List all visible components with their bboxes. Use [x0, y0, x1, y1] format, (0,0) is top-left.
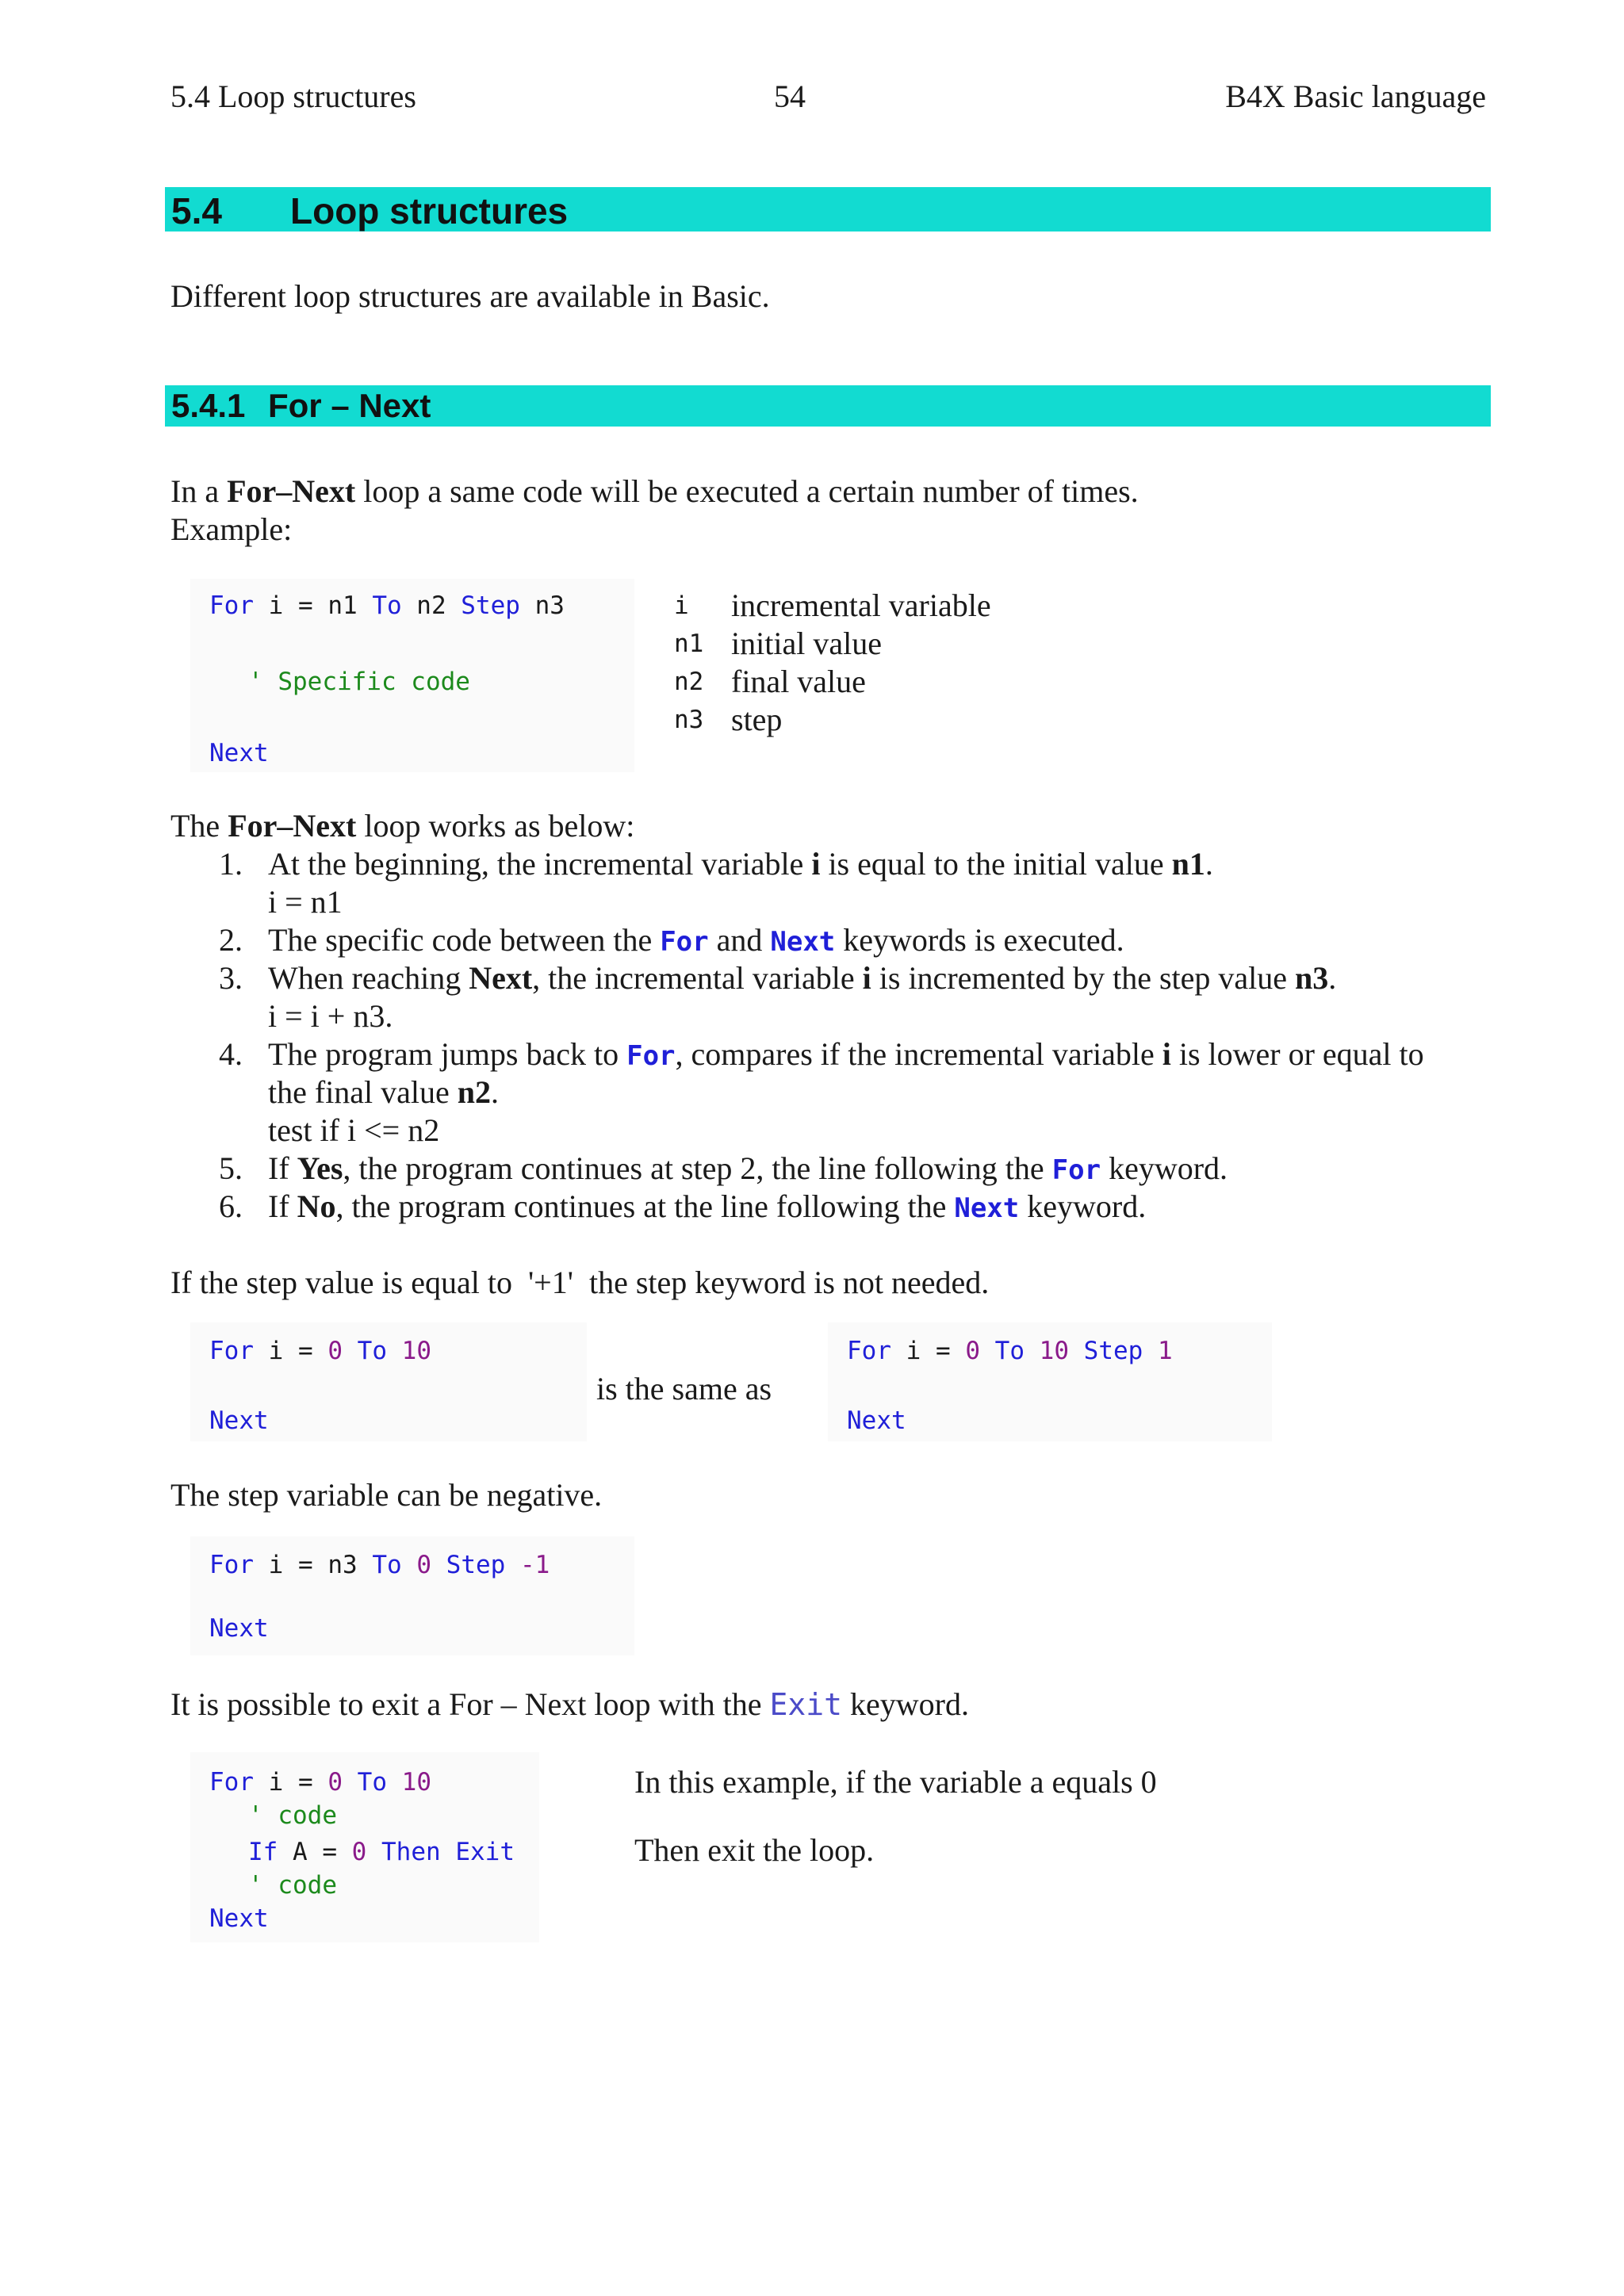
legend-var-n3: n3: [674, 706, 704, 734]
exit-desc-2: Then exit the loop.: [634, 1832, 875, 1868]
step-6-number: 6.: [219, 1188, 243, 1224]
page-number: 54: [774, 78, 806, 114]
code4-if-line: If A = 0 Then Exit: [248, 1838, 515, 1866]
code4-next: Next: [209, 1904, 269, 1933]
step-5: If Yes, the program continues at step 2, the line following the For keyword.: [268, 1150, 1228, 1186]
step-4-line2: the final value n2.: [268, 1074, 500, 1110]
header-left: 5.4 Loop structures: [170, 78, 416, 114]
header-right: B4X Basic language: [1225, 78, 1486, 114]
code3-line1: For i = n3 To 0 Step -1: [209, 1551, 550, 1579]
step-3-formula: i = i + n3.: [268, 998, 393, 1034]
legend-desc-n1: initial value: [731, 626, 882, 661]
code2a-line1: For i = 0 To 10: [209, 1337, 431, 1365]
code2b-next: Next: [847, 1406, 906, 1435]
intro-text: Different loop structures are available in Basic.: [170, 278, 770, 314]
step-2: The specific code between the For and Next keywords is executed.: [268, 922, 1124, 958]
subsection-heading: [165, 385, 1491, 427]
legend-desc-n2: final value: [731, 664, 866, 699]
section-number: 5.4: [171, 190, 222, 232]
works-intro: The For–Next loop works as below:: [170, 808, 635, 844]
step-1-formula: i = n1: [268, 884, 343, 920]
code1-next: Next: [209, 739, 269, 767]
subsection-number: 5.4.1: [171, 387, 246, 424]
step-4: The program jumps back to For, compares if the incremental variable i is lower or equal to: [268, 1036, 1424, 1072]
step-3-number: 3.: [219, 960, 243, 996]
code4-comment-1: ' code: [248, 1801, 337, 1830]
code2b-line1: For i = 0 To 10 Step 1: [847, 1337, 1173, 1365]
step-3: When reaching Next, the incremental variable i is incremented by the step value n3.: [268, 960, 1337, 996]
step-note: If the step value is equal to '+1' the step keyword is not needed.: [170, 1265, 990, 1300]
code3-next: Next: [209, 1614, 269, 1643]
legend-var-n2: n2: [674, 668, 704, 696]
subsection-title: For – Next: [268, 387, 431, 424]
step-5-number: 5.: [219, 1150, 243, 1186]
step-2-number: 2.: [219, 922, 243, 958]
step-4-number: 4.: [219, 1036, 243, 1072]
exit-note: It is possible to exit a For – Next loop with the Exit keyword.: [170, 1686, 969, 1722]
legend-desc-n3: step: [731, 702, 783, 737]
legend-desc-i: incremental variable: [731, 587, 991, 623]
legend-var-n1: n1: [674, 629, 704, 658]
exit-desc-1: In this example, if the variable a equals 0: [634, 1764, 1157, 1800]
negative-note: The step variable can be negative.: [170, 1477, 603, 1513]
step-4-test: test if i <= n2: [268, 1112, 440, 1148]
code4-line1: For i = 0 To 10: [209, 1768, 431, 1797]
code4-comment-2: ' code: [248, 1871, 337, 1900]
same-as-text: is the same as: [596, 1371, 772, 1406]
example-label: Example:: [170, 511, 293, 547]
step-1: At the beginning, the incremental variable i is equal to the initial value n1.: [268, 846, 1213, 882]
code1-line1: For i = n1 To n2 Step n3: [209, 591, 565, 620]
section-title: Loop structures: [290, 190, 569, 232]
section-heading: [165, 187, 1491, 232]
code1-comment: ' Specific code: [248, 668, 470, 696]
legend-var-i: i: [674, 591, 689, 620]
para1: In a For–Next loop a same code will be executed a certain number of times.: [170, 473, 1139, 509]
step-6: If No, the program continues at the line following the Next keyword.: [268, 1188, 1147, 1224]
code2a-next: Next: [209, 1406, 269, 1435]
step-1-number: 1.: [219, 846, 243, 882]
